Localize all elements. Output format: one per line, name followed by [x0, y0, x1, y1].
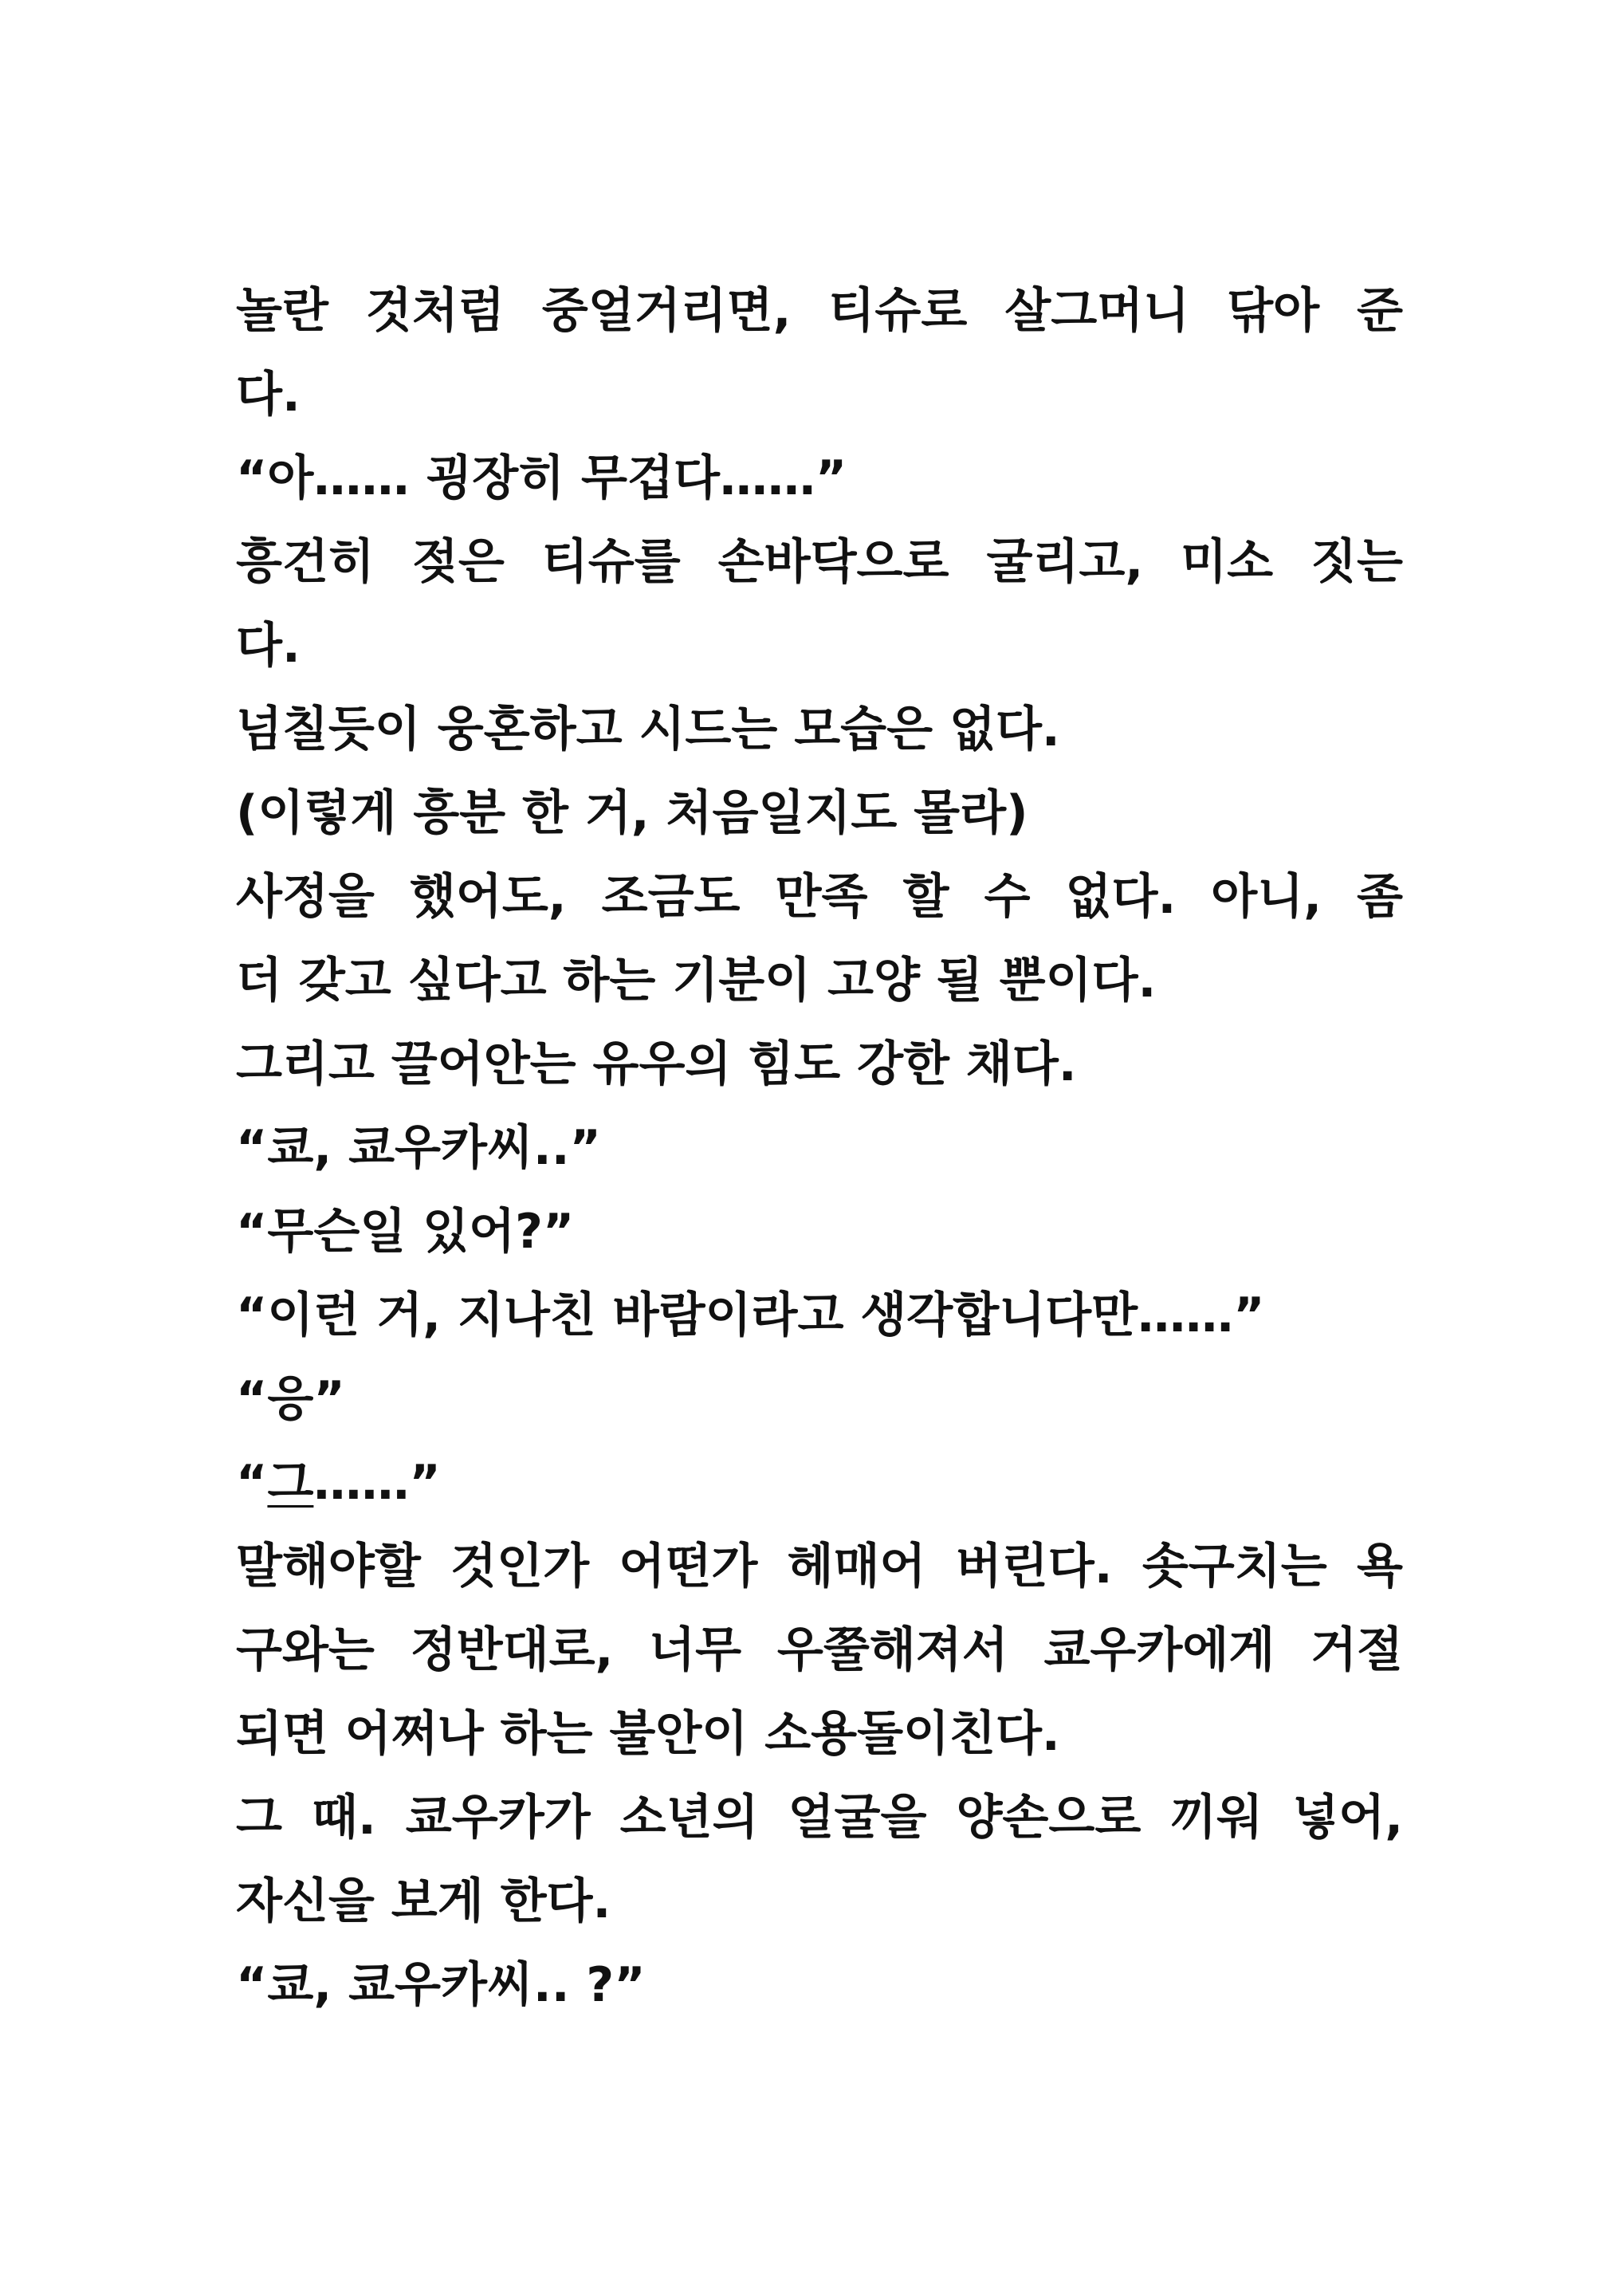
text-line: 다.	[236, 367, 301, 423]
text-line: “쿄, 쿄우카씨..”	[236, 1120, 601, 1176]
text-line: “이런 거, 지나친 바람이라고 생각합니다만……”	[236, 1288, 1265, 1343]
text-line: 되면 어쩌나 하는 불안이 소용돌이친다.	[236, 1706, 1060, 1762]
text-line: 그 때. 쿄우카가 소년의 얼굴을 양손으로 끼워 넣어,	[236, 1790, 1403, 1846]
text-line: 넘칠듯이 웅혼하고 시드는 모습은 없다.	[236, 702, 1060, 757]
text-line: “쿄, 쿄우카씨.. ?”	[236, 1957, 646, 2013]
text-line: 사정을 했어도, 조금도 만족 할 수 없다. 아니, 좀	[236, 869, 1403, 925]
text-line: 말해야할 것인가 어떤가 헤매어 버린다. 솟구치는 욕	[236, 1539, 1403, 1594]
text-line: 흥건히 젖은 티슈를 손바닥으로 굴리고, 미소 짓는	[236, 534, 1403, 590]
text-line: “아…… 굉장히 무겁다……”	[236, 450, 847, 506]
text-line: “무슨일 있어?”	[236, 1204, 575, 1260]
text-line: “응”	[236, 1371, 345, 1427]
quote-open: “	[236, 1455, 268, 1511]
text-line: 놀란 것처럼 중얼거리면, 티슈로 살그머니 닦아 준	[236, 283, 1403, 339]
text-line: (이렇게 흥분 한 거, 처음일지도 몰라)	[236, 785, 1028, 841]
text-line: 더 갖고 싶다고 하는 기분이 고양 될 뿐이다.	[236, 953, 1157, 1008]
text-line: 자신을 보게 한다.	[236, 1873, 611, 1929]
body-text	[236, 269, 1403, 2027]
underlined-word: 그	[267, 1455, 314, 1511]
text-line-underlined	[236, 1441, 1403, 1525]
text-line: 다.	[236, 618, 301, 674]
text-line: 그리고 끌어안는 유우의 힘도 강한 채다.	[236, 1036, 1077, 1092]
quote-close: ……”	[313, 1455, 441, 1511]
text-line: 구와는 정반대로, 너무 우쭐해져서 쿄우카에게 거절	[236, 1622, 1403, 1678]
